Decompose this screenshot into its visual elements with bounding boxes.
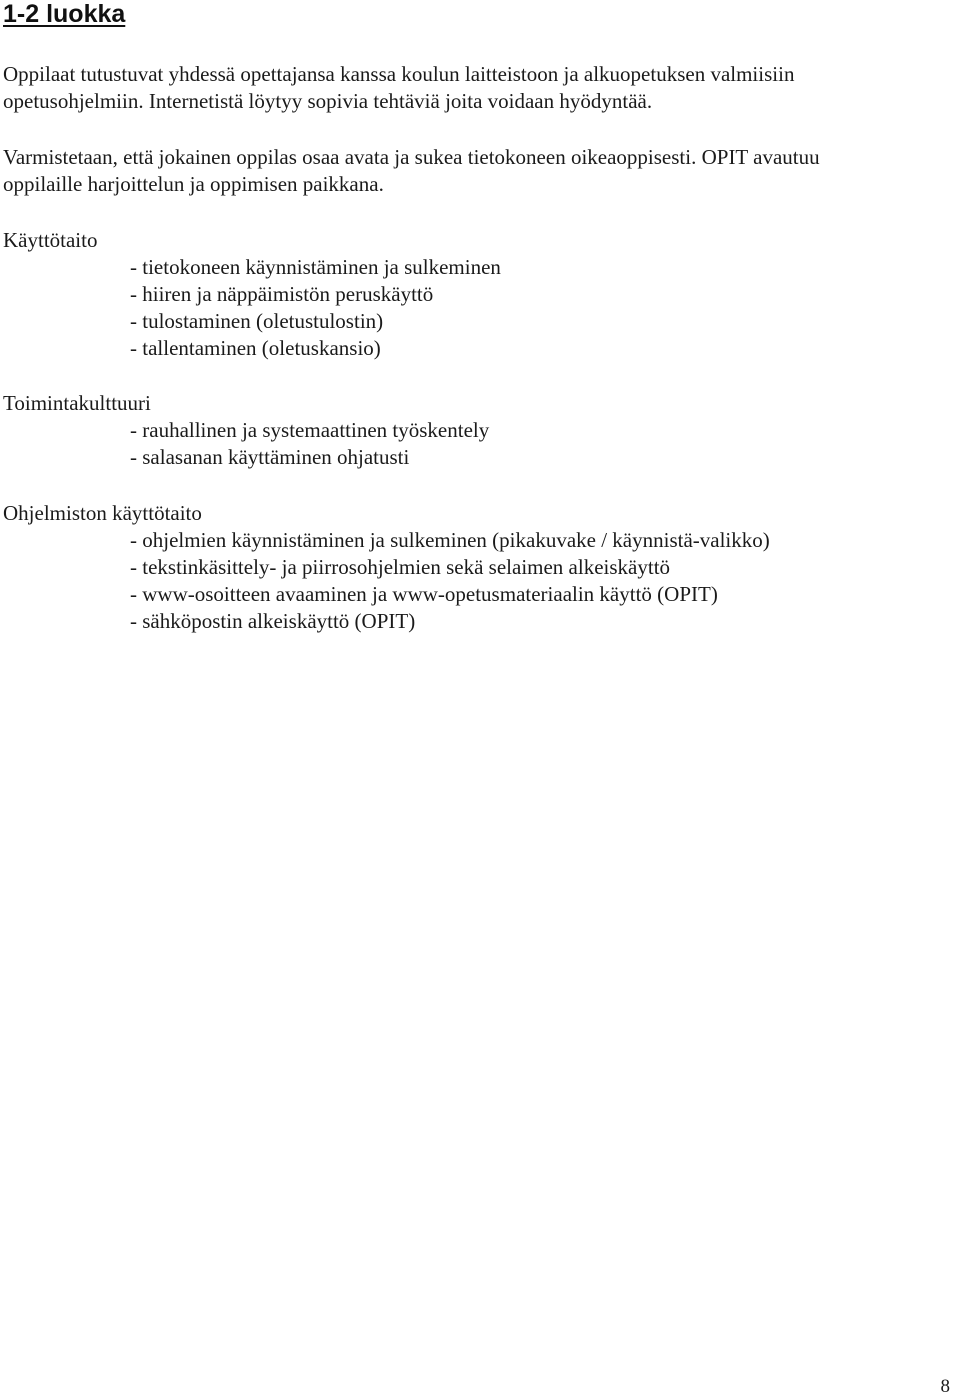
section-ohjelmiston-kayttotaito	[3, 500, 953, 635]
list-item: - tekstinkäsittely- ja piirrosohjelmien sekä selaimen alkeiskäyttö	[130, 554, 953, 581]
page-number: 8	[940, 1376, 950, 1397]
intro-paragraph-2-line-1: Varmistetaan, että jokainen oppilas osaa avata ja sukea tietokoneen oikeaoppisesti. OPIT avautuu	[3, 145, 820, 169]
intro-paragraph-1	[3, 61, 953, 115]
skill-list	[3, 527, 953, 635]
intro-paragraph-2	[3, 144, 953, 198]
intro-paragraph-1-line-2: opetusohjelmiin. Internetistä löytyy sopivia tehtäviä joita voidaan hyödyntää.	[3, 89, 653, 113]
list-item: - tallentaminen (oletuskansio)	[130, 335, 953, 362]
list-item: - salasanan käyttäminen ohjatusti	[130, 444, 953, 471]
intro-paragraph-2-line-2: oppilaille harjoittelun ja oppimisen paikkana.	[3, 172, 384, 196]
section-heading: Toimintakulttuuri	[3, 391, 151, 415]
list-item: - hiiren ja näppäimistön peruskäyttö	[130, 281, 953, 308]
page-title: 1-2 luokka	[3, 0, 126, 28]
skill-list	[3, 417, 953, 471]
list-item: - tietokoneen käynnistäminen ja sulkeminen	[130, 254, 953, 281]
section-kayttotaito	[3, 227, 953, 362]
section-toimintakulttuuri	[3, 390, 953, 471]
list-item: - www-osoitteen avaaminen ja www-opetusmateriaalin käyttö (OPIT)	[130, 581, 953, 608]
list-item: - sähköpostin alkeiskäyttö (OPIT)	[130, 608, 953, 635]
section-heading: Ohjelmiston käyttötaito	[3, 501, 202, 525]
intro-paragraph-1-line-1: Oppilaat tutustuvat yhdessä opettajansa kanssa koulun laitteistoon ja alkuopetuksen valmiisiin	[3, 62, 795, 86]
skill-list	[3, 254, 953, 362]
list-item: - ohjelmien käynnistäminen ja sulkeminen (pikakuvake / käynnistä-valikko)	[130, 527, 953, 554]
list-item: - rauhallinen ja systemaattinen työskentely	[130, 417, 953, 444]
section-heading: Käyttötaito	[3, 228, 98, 252]
list-item: - tulostaminen (oletustulostin)	[130, 308, 953, 335]
